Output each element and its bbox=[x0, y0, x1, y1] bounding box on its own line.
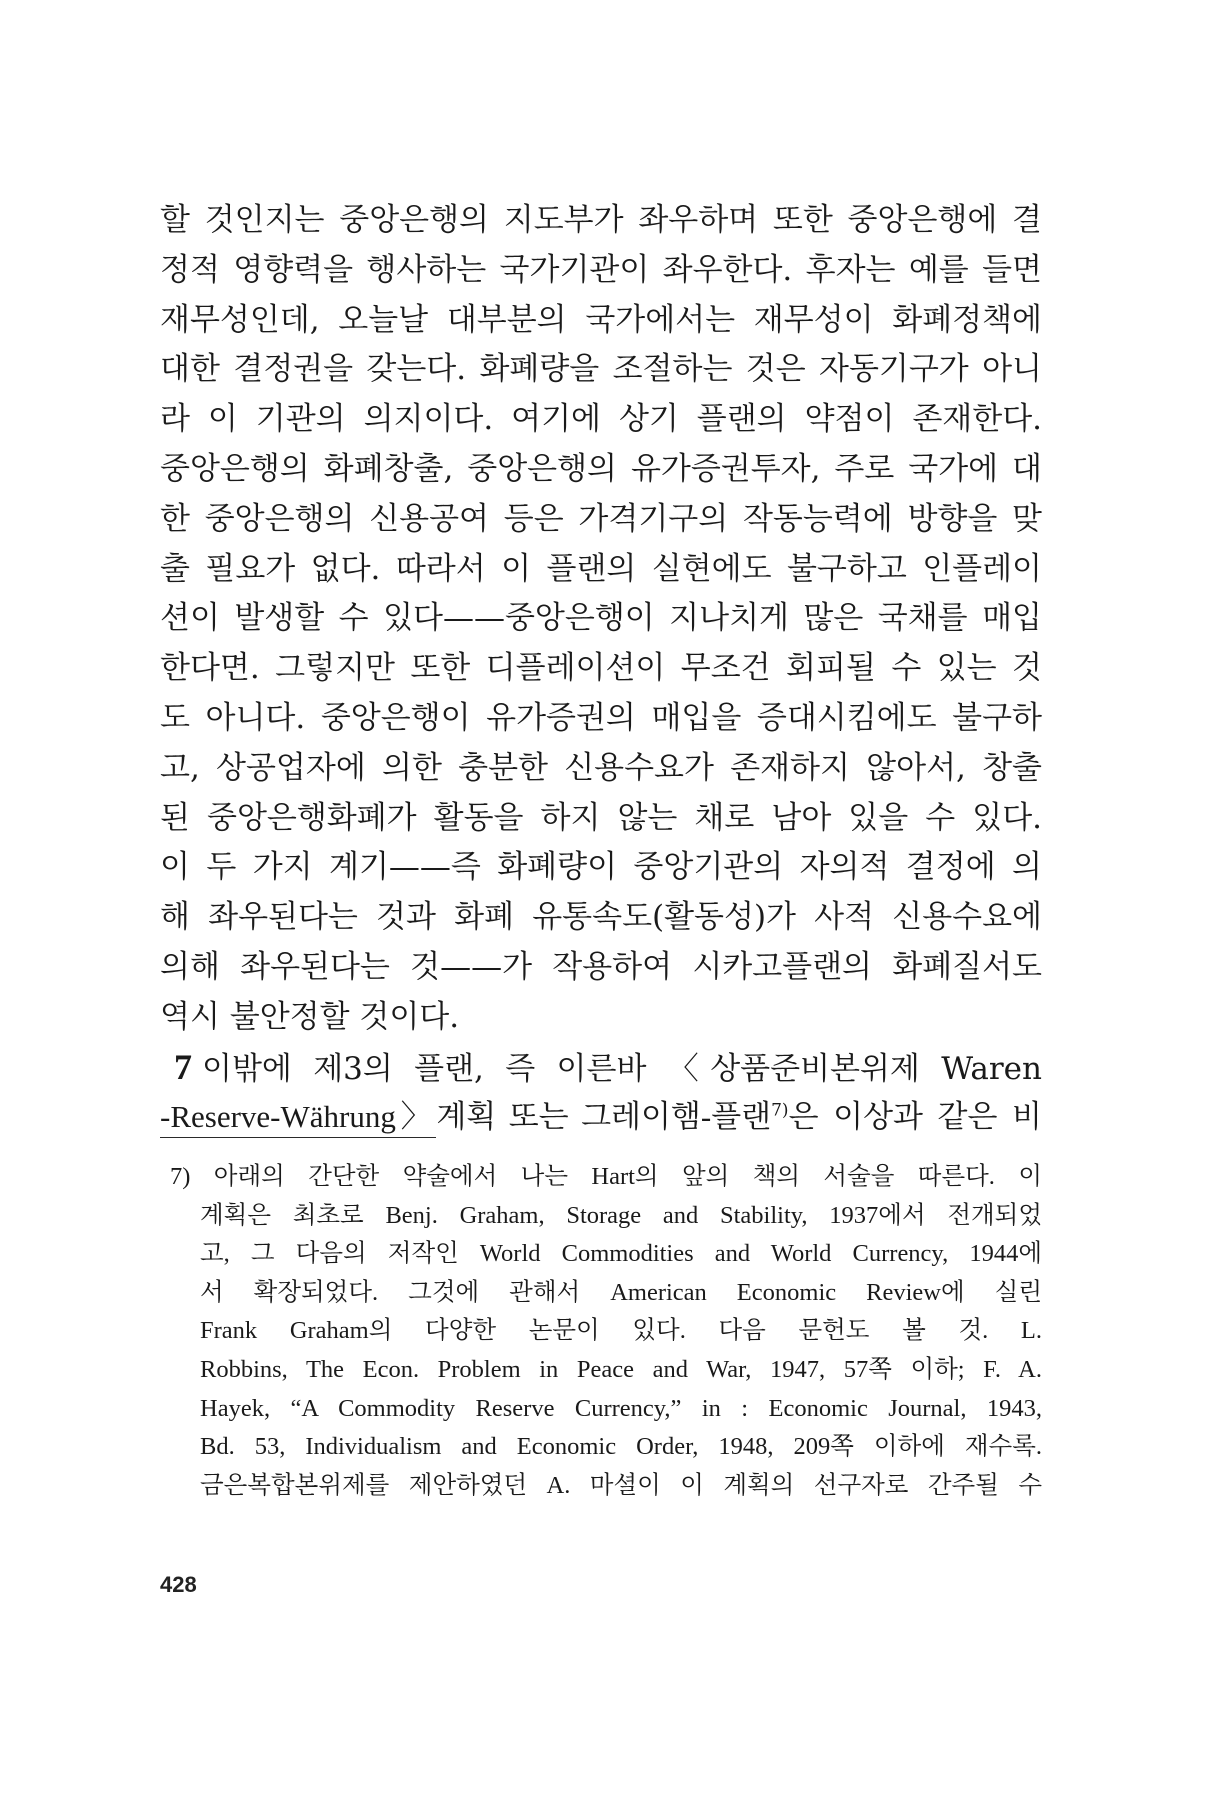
body-line: 라 이 기관의 의지이다. 여기에 상기 플랜의 약점이 존재한다. bbox=[160, 401, 1042, 438]
footnote-block bbox=[170, 1158, 1042, 1505]
body-line: 대한 결정권을 갖는다. 화폐량을 조절하는 것은 자동기구가 아니 bbox=[160, 351, 1042, 388]
footnote-line: 계획은 최초로 Benj. Graham, Storage and Stability, 1937에서 전개되었 bbox=[200, 1201, 1042, 1229]
body-line: 할 것인지는 중앙은행의 지도부가 좌우하며 또한 중앙은행에 결 bbox=[160, 202, 1042, 238]
body-line: 중앙은행의 화폐창출, 중앙은행의 유가증권투자, 주로 국가에 대 bbox=[160, 450, 1042, 487]
body-line: 한다면. 그렇지만 또한 디플레이션이 무조건 회피될 수 있는 것 bbox=[160, 650, 1042, 687]
footnote-line: 7) 아래의 간단한 약술에서 나는 Hart의 앞의 책의 서술을 따른다. 이 bbox=[170, 1163, 1042, 1190]
body-line: 고, 상공업자에 의한 충분한 신용수요가 존재하지 않아서, 창출 bbox=[160, 749, 1042, 786]
body-line: 출 필요가 없다. 따라서 이 플랜의 실현에도 불구하고 인플레이 bbox=[160, 550, 1042, 587]
body-line: 정적 영향력을 행사하는 국가기관이 좌우한다. 후자는 예를 들면 bbox=[160, 251, 1042, 288]
body-line: 이 두 가지 계기——즉 화폐량이 중앙기관의 자의적 결정에 의 bbox=[160, 849, 1042, 886]
footnote-line: Frank Graham의 다양한 논문이 있다. 다음 문헌도 볼 것. L. bbox=[200, 1317, 1042, 1345]
body-line: 역시 불안정할 것이다. bbox=[160, 998, 460, 1035]
body-line: 션이 발생할 수 있다——중앙은행이 지나치게 많은 국채를 매입 bbox=[160, 600, 1042, 637]
section-7-line-2 bbox=[160, 1092, 1042, 1142]
section-text: 은 이상과 같은 비 bbox=[788, 1099, 1042, 1136]
body-line: 된 중앙은행화폐가 활동을 하지 않는 채로 남아 있을 수 있다. bbox=[160, 799, 1042, 836]
footnote-line: 고, 그 다음의 저작인 World Commodities and World Currency, 1944에 bbox=[200, 1240, 1042, 1268]
footnote-line: 서 확장되었다. 그것에 관해서 American Economic Review에 실린 bbox=[200, 1278, 1042, 1306]
footnote-reference[interactable]: 7) bbox=[771, 1101, 789, 1122]
section-number: 7 bbox=[174, 1046, 192, 1087]
body-line: 한 중앙은행의 신용공여 등은 가격기구의 작동능력에 방향을 맞 bbox=[160, 500, 1042, 537]
footnote-line: 금은복합본위제를 제안하였던 A. 마셜이 이 계획의 선구자로 간주될 수 bbox=[200, 1471, 1042, 1499]
footnote-divider bbox=[160, 1137, 436, 1138]
section-7-line-1 bbox=[160, 1043, 1042, 1093]
section-text: 이밖에 제3의 플랜, 즉 이른바 〈상품준비본위제 Waren bbox=[202, 1050, 1042, 1087]
section-text: -Reserve-Währung〉계획 또는 그레이햄-플랜 bbox=[160, 1099, 772, 1135]
body-text bbox=[160, 196, 1042, 1142]
body-line: 해 좌우된다는 것과 화폐 유통속도(활동성)가 사적 신용수요에 bbox=[160, 899, 1042, 936]
body-line: 의해 좌우된다는 것——가 작용하여 시카고플랜의 화폐질서도 bbox=[160, 948, 1042, 985]
footnote-line: Bd. 53, Individualism and Economic Order, 1948, 209쪽 이하에 재수록. bbox=[200, 1433, 1042, 1461]
body-line: 재무성인데, 오늘날 대부분의 국가에서는 재무성이 화폐정책에 bbox=[160, 301, 1042, 338]
body-line: 도 아니다. 중앙은행이 유가증권의 매입을 증대시킴에도 불구하 bbox=[160, 699, 1042, 736]
page-number: 428 bbox=[160, 1572, 197, 1597]
footnote-line: Hayek, “A Commodity Reserve Currency,” in : Economic Journal, 1943, bbox=[200, 1394, 1042, 1422]
footnote-line: Robbins, The Econ. Problem in Peace and War, 1947, 57쪽 이하; F. A. bbox=[200, 1355, 1042, 1383]
